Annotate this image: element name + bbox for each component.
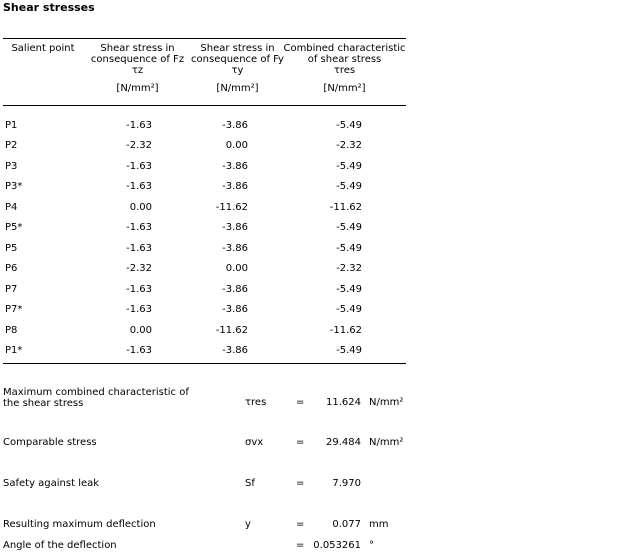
cell-point: P2	[5, 140, 18, 151]
header-line: τz	[131, 65, 144, 76]
summary-symbol: y	[245, 519, 251, 530]
cell-ty: -3.86	[222, 120, 248, 131]
table-row	[0, 222, 624, 234]
summary-equals: =	[296, 540, 305, 551]
cell-ty: 0.00	[225, 140, 248, 151]
cell-ty: -3.86	[222, 181, 248, 192]
cell-tres: -11.62	[329, 325, 362, 336]
summary-comparable-stress	[0, 437, 624, 465]
cell-point: P1	[5, 120, 18, 131]
table-bottom-rule	[3, 363, 406, 364]
header-shear-fz	[85, 43, 190, 94]
cell-ty: -3.86	[222, 222, 248, 233]
cell-tz: -1.63	[126, 161, 152, 172]
cell-ty: -11.62	[215, 202, 248, 213]
cell-tz: -1.63	[126, 181, 152, 192]
summary-deflection-angle	[0, 540, 624, 552]
cell-tz: -1.63	[126, 345, 152, 356]
header-shear-fy	[185, 43, 290, 94]
header-line: τres	[333, 65, 356, 76]
cell-tz: -2.32	[126, 263, 152, 274]
cell-point: P6	[5, 263, 18, 274]
header-line: Shear stress in	[100, 43, 175, 54]
summary-label: Angle of the deflection	[3, 540, 117, 551]
summary-label: Resulting maximum deflection	[3, 519, 156, 530]
header-line: Salient point	[11, 43, 75, 54]
cell-tz: 0.00	[129, 202, 152, 213]
cell-tres: -11.62	[329, 202, 362, 213]
cell-tres: -5.49	[336, 345, 362, 356]
cell-tz: -1.63	[126, 243, 152, 254]
table-header-rule	[3, 105, 406, 106]
cell-tres: -2.32	[336, 140, 362, 151]
summary-equals: =	[296, 478, 305, 489]
cell-ty: -3.86	[222, 284, 248, 295]
summary-unit: N/mm²	[369, 397, 404, 408]
cell-ty: -3.86	[222, 345, 248, 356]
cell-tres: -5.49	[336, 222, 362, 233]
summary-equals: =	[296, 397, 305, 408]
cell-point: P5*	[5, 222, 23, 233]
summary-value: 11.624	[326, 397, 361, 408]
header-unit: [N/mm²]	[323, 83, 366, 94]
header-salient-point	[3, 43, 83, 54]
header-unit: [N/mm²]	[116, 83, 159, 94]
summary-max-combined	[0, 387, 624, 415]
table-row	[0, 304, 624, 316]
table-row	[0, 325, 624, 337]
table-row	[0, 120, 624, 132]
header-combined	[282, 43, 407, 94]
summary-unit: mm	[369, 519, 389, 530]
header-unit: [N/mm²]	[216, 83, 259, 94]
page-title: Shear stresses	[3, 1, 95, 14]
header-line: Shear stress in	[200, 43, 275, 54]
header-line: τy	[231, 65, 244, 76]
table-top-rule	[3, 38, 406, 39]
summary-label: Safety against leak	[3, 478, 100, 489]
cell-point: P8	[5, 325, 18, 336]
cell-tz: -1.63	[126, 304, 152, 315]
cell-tres: -5.49	[336, 284, 362, 295]
cell-point: P1*	[5, 345, 23, 356]
cell-tres: -5.49	[336, 243, 362, 254]
summary-symbol: Sf	[245, 478, 255, 489]
table-row	[0, 181, 624, 193]
summary-value: 29.484	[326, 437, 361, 448]
summary-equals: =	[296, 519, 305, 530]
cell-tres: -5.49	[336, 120, 362, 131]
summary-label: Maximum combined characteristic of the shear stress	[3, 387, 189, 409]
cell-ty: -3.86	[222, 304, 248, 315]
summary-equals: =	[296, 437, 305, 448]
summary-unit: °	[369, 540, 374, 551]
summary-value: 0.053261	[313, 540, 361, 551]
summary-unit: N/mm²	[369, 437, 404, 448]
summary-symbol: τres	[245, 397, 267, 408]
table-row	[0, 263, 624, 275]
cell-tz: -2.32	[126, 140, 152, 151]
cell-point: P4	[5, 202, 18, 213]
cell-ty: -11.62	[215, 325, 248, 336]
table-row	[0, 202, 624, 214]
cell-point: P7	[5, 284, 18, 295]
cell-tz: 0.00	[129, 325, 152, 336]
summary-safety-leak	[0, 478, 624, 506]
header-line: consequence of Fy	[191, 54, 284, 65]
table-row	[0, 284, 624, 296]
header-line: of shear stress	[307, 54, 382, 65]
cell-tres: -2.32	[336, 263, 362, 274]
cell-point: P3*	[5, 181, 23, 192]
summary-symbol: σvx	[245, 437, 264, 448]
cell-tres: -5.49	[336, 181, 362, 192]
cell-tz: -1.63	[126, 222, 152, 233]
table-row	[0, 345, 624, 357]
table-row	[0, 161, 624, 173]
cell-ty: 0.00	[225, 263, 248, 274]
cell-point: P7*	[5, 304, 23, 315]
cell-ty: -3.86	[222, 243, 248, 254]
cell-tz: -1.63	[126, 284, 152, 295]
cell-point: P3	[5, 161, 18, 172]
cell-tz: -1.63	[126, 120, 152, 131]
cell-tres: -5.49	[336, 304, 362, 315]
table-row	[0, 243, 624, 255]
summary-value: 7.970	[332, 478, 361, 489]
header-line: Combined characteristic	[283, 43, 406, 54]
table-row	[0, 140, 624, 152]
summary-label: Comparable stress	[3, 437, 97, 448]
summary-value: 0.077	[332, 519, 361, 530]
cell-tres: -5.49	[336, 161, 362, 172]
header-line: consequence of Fz	[90, 54, 185, 65]
cell-point: P5	[5, 243, 18, 254]
cell-ty: -3.86	[222, 161, 248, 172]
